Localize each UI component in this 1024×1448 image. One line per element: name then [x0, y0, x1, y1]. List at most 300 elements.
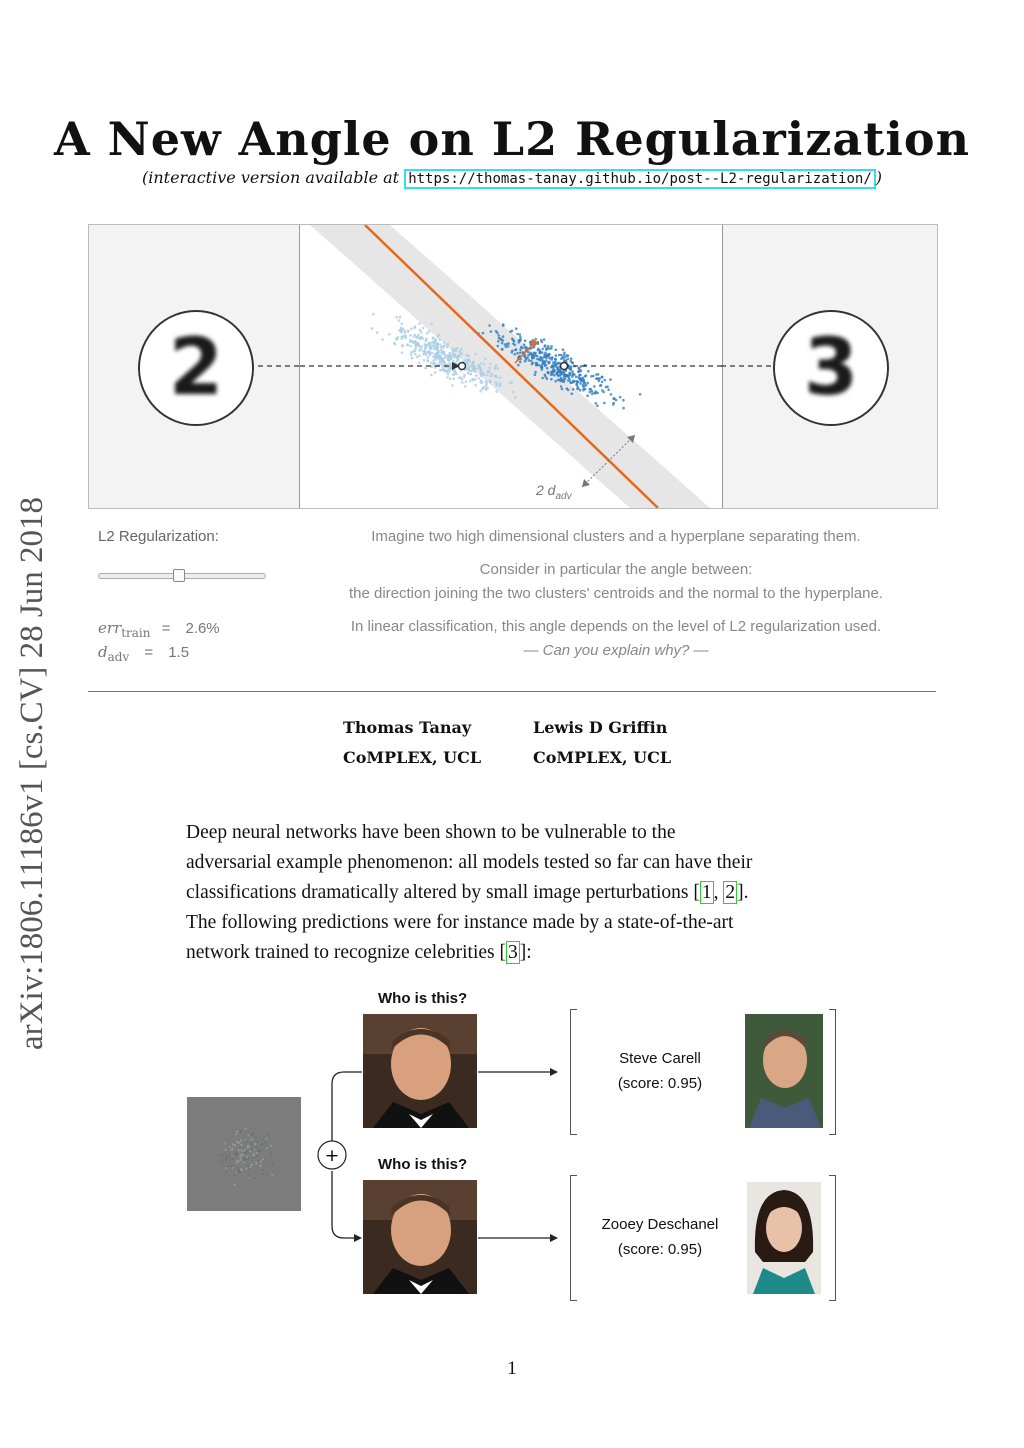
noise-speck [231, 1148, 233, 1150]
cluster-3-point [530, 360, 533, 363]
connector-bottom [332, 1171, 356, 1238]
prediction-bottom [585, 1212, 735, 1262]
noise-speck [243, 1148, 245, 1150]
cluster-2-point [450, 367, 453, 370]
prediction-top [585, 1046, 735, 1096]
noise-speck [262, 1169, 264, 1171]
body-line-3 [186, 878, 846, 908]
cluster-2-point [414, 353, 417, 356]
scatter-area [299, 225, 723, 508]
cluster-3-point [563, 352, 566, 355]
cluster-2-point [403, 330, 406, 333]
noise-speck [242, 1158, 244, 1160]
photo-steve-carell [745, 1014, 823, 1128]
cluster-3-point [497, 334, 500, 337]
cluster-2-point [474, 378, 477, 381]
cluster-2-point [439, 369, 442, 372]
centroid-right [561, 363, 568, 370]
err-train-value: 2.6% [185, 620, 220, 637]
noise-speck [223, 1143, 225, 1145]
cluster-3-point [598, 380, 601, 383]
photo-input-original [363, 1014, 477, 1128]
noise-speck [241, 1169, 243, 1171]
cluster-3-point [519, 339, 522, 342]
cluster-3-point [586, 382, 589, 385]
cluster-3-point [514, 344, 517, 347]
cluster-3-point [595, 377, 598, 380]
cluster-2-point [467, 362, 470, 365]
cluster-3-point [547, 345, 550, 348]
cluster-3-point [554, 380, 557, 383]
cluster-2-point [482, 387, 485, 390]
cluster-2-point [472, 361, 475, 364]
subtitle [0, 168, 1024, 187]
noise-speck [236, 1142, 238, 1144]
err-equals: = [161, 620, 171, 637]
cluster-2-point [442, 366, 445, 369]
photo-input-perturbed [363, 1180, 477, 1294]
caption-line-5: — Can you explain why? — [523, 642, 709, 659]
section-divider [88, 691, 936, 692]
l2-slider-thumb[interactable] [173, 569, 185, 582]
cluster-3-point [564, 356, 567, 359]
paper-title: A New Angle on L2 Regularization [53, 112, 971, 166]
caption-line-3: the direction joining the two clusters' centroids and the normal to the hyperplane. [348, 585, 883, 602]
noise-speck [238, 1169, 240, 1171]
citation-separator: , [713, 882, 724, 903]
cluster-2-point [489, 367, 492, 370]
cluster-2-point [489, 379, 492, 382]
noise-speck [254, 1178, 256, 1180]
cluster-2-point [446, 346, 449, 349]
noise-speck [248, 1175, 250, 1177]
cluster-3-point [591, 393, 594, 396]
cluster-3-point [571, 370, 574, 373]
cluster-3-point [575, 376, 578, 379]
cluster-3-point [516, 333, 519, 336]
cluster-2-point [470, 373, 473, 376]
cluster-3-point [578, 367, 581, 370]
cluster-2-point [434, 371, 437, 374]
cluster-3-point [639, 393, 642, 396]
caption-line-4: In linear classification, this angle depends on the level of L2 regularization used. [350, 618, 882, 635]
cluster-2-point [512, 391, 515, 394]
cluster-3-point [577, 376, 580, 379]
cluster-3-point [567, 354, 570, 357]
cluster-2-point [458, 350, 461, 353]
cluster-2-point [488, 370, 491, 373]
cluster-3-point [601, 389, 604, 392]
cluster-3-point [586, 394, 589, 397]
cluster-3-point [566, 387, 569, 390]
cluster-3-point [544, 355, 547, 358]
cluster-2-point [469, 366, 472, 369]
cluster-2-point [430, 323, 433, 326]
cluster-2-point [410, 351, 413, 354]
cluster-2-point [432, 359, 435, 362]
cluster-2-point [456, 347, 459, 350]
cluster-3-point [502, 323, 505, 326]
cluster-3-point [528, 359, 531, 362]
cluster-2-point [425, 345, 428, 348]
cluster-3-point [550, 347, 553, 350]
cluster-3-point [534, 338, 537, 341]
cluster-2-point [423, 351, 426, 354]
arxiv-stamp: arXiv:1806.11186v1 [cs.CV] 28 Jun 2018 [14, 496, 50, 1050]
cluster-2-point [456, 360, 459, 363]
page-number: 1 [507, 1358, 517, 1379]
cluster-3-point [523, 343, 526, 346]
noise-speck [250, 1134, 252, 1136]
cluster-2-point [426, 332, 429, 335]
noise-speck [224, 1149, 226, 1151]
noise-speck [256, 1155, 258, 1157]
noise-speck [252, 1153, 254, 1155]
cluster-2-point [463, 359, 466, 362]
noise-speck [257, 1150, 259, 1152]
noise-speck [235, 1172, 237, 1174]
noise-speck [250, 1143, 252, 1145]
cluster-3-point [562, 348, 565, 351]
noise-speck [257, 1160, 259, 1162]
subtitle-suffix: ) [875, 168, 883, 187]
arrow-bottom-head [550, 1234, 558, 1242]
cluster-3-point [537, 364, 540, 367]
cluster-2-point [486, 374, 489, 377]
cluster-3-point [593, 385, 596, 388]
cluster-3-point [501, 348, 504, 351]
cluster-3-point [552, 361, 555, 364]
cluster-2-point [429, 346, 432, 349]
cluster-3-point [609, 378, 612, 381]
subtitle-prefix: (interactive version available at [141, 168, 405, 187]
cluster-2-point [436, 354, 439, 357]
interactive-version-link[interactable]: https://thomas-tanay.github.io/post--L2-regularization/ [404, 169, 876, 189]
cluster-3-point [498, 337, 501, 340]
cluster-2-point [448, 370, 451, 373]
cluster-3-point [543, 338, 546, 341]
body-line-5 [186, 938, 846, 968]
body-line-4: The following predictions were for instance made by a state-of-the-art [186, 912, 734, 933]
cluster-3-point [580, 365, 583, 368]
cluster-3-point [488, 324, 491, 327]
digit-3-circle [773, 310, 889, 426]
cluster-3-point [561, 388, 564, 391]
noise-speck [243, 1152, 245, 1154]
cluster-3-point [521, 346, 524, 349]
cluster-3-point [533, 346, 536, 349]
cluster-3-point [545, 360, 548, 363]
cluster-2-point [398, 319, 401, 322]
arrow-top-head [550, 1068, 558, 1076]
cluster-2-point [482, 373, 485, 376]
cluster-2-point [480, 375, 483, 378]
noise-speck [255, 1146, 257, 1148]
cluster-3-point [519, 361, 522, 364]
cluster-3-point [546, 377, 549, 380]
cluster-3-point [553, 369, 556, 372]
cluster-3-point [612, 397, 615, 400]
cluster-2-point [419, 337, 422, 340]
body-line-3-text: classifications dramatically altered by small image perturbations [ [186, 882, 700, 903]
cluster-3-point [572, 373, 575, 376]
cluster-3-point [562, 379, 565, 382]
cluster-2-point [376, 331, 379, 334]
cluster-3-point [531, 357, 534, 360]
cluster-3-point [515, 327, 518, 330]
cluster-2-point [499, 382, 502, 385]
cluster-2-point [479, 390, 482, 393]
cluster-3-point [550, 378, 553, 381]
cluster-2-point [433, 342, 436, 345]
citation-3[interactable]: 3 [507, 942, 518, 963]
cluster-3-point [605, 386, 608, 389]
cluster-2-point [469, 380, 472, 383]
cluster-3-point [525, 357, 528, 360]
noise-speck [255, 1163, 257, 1165]
cluster-2-point [420, 348, 423, 351]
cluster-3-point [569, 380, 572, 383]
cluster-2-point [397, 336, 400, 339]
cluster-3-point [543, 345, 546, 348]
cluster-2-point [428, 342, 431, 345]
cluster-3-point [570, 357, 573, 360]
noise-speck [252, 1148, 254, 1150]
scatter-plot [300, 225, 722, 508]
cluster-3-point [548, 357, 551, 360]
noise-speck [226, 1156, 228, 1158]
noise-speck [225, 1167, 227, 1169]
noise-speck [261, 1143, 263, 1145]
prediction-top-score: (score: 0.95) [617, 1075, 703, 1092]
author-2-affiliation: CoMPLEX, UCL [533, 748, 672, 767]
cluster-3-point [497, 340, 500, 343]
cluster-2-point [418, 323, 421, 326]
cluster-2-point [446, 376, 449, 379]
cluster-2-point [423, 359, 426, 362]
prediction-bottom-bracket-left [570, 1175, 577, 1301]
cluster-2-point [430, 374, 433, 377]
noise-speck [234, 1173, 236, 1175]
prediction-top-bracket-right [829, 1009, 836, 1135]
noise-speck [255, 1136, 257, 1138]
cluster-3-point [547, 372, 550, 375]
cluster-2-point [413, 335, 416, 338]
cluster-3-point [527, 354, 530, 357]
cluster-2-point [428, 330, 431, 333]
noise-speck [234, 1167, 236, 1169]
cluster-2-point [441, 345, 444, 348]
noise-speck [241, 1144, 243, 1146]
cluster-3-point [601, 376, 604, 379]
cluster-3-point [546, 367, 549, 370]
cluster-2-point [467, 355, 470, 358]
cluster-2-point [417, 334, 420, 337]
cluster-2-point [495, 390, 498, 393]
cluster-3-point [519, 336, 522, 339]
cluster-3-point [573, 380, 576, 383]
cluster-2-point [451, 351, 454, 354]
margin-label: 2 $d_{adv}$ [536, 482, 572, 502]
cluster-2-point [401, 335, 404, 338]
cluster-2-point [413, 326, 416, 329]
body-line-5-end: ]: [519, 942, 532, 963]
noise-speck [252, 1157, 254, 1159]
cluster-3-point [534, 353, 537, 356]
cluster-2-point [439, 338, 442, 341]
noise-speck [257, 1141, 259, 1143]
cluster-2-point [439, 354, 442, 357]
noise-speck [250, 1159, 252, 1161]
cluster-2-point [415, 343, 418, 346]
cluster-3-point [544, 374, 547, 377]
cluster-2-point [418, 354, 421, 357]
cluster-2-point [499, 376, 502, 379]
cluster-2-point [411, 357, 414, 360]
noise-speck [267, 1135, 269, 1137]
plus-sign: + [324, 1146, 340, 1166]
cluster-3-point [545, 364, 548, 367]
dadv-subscript: adv [107, 650, 130, 665]
noise-speck [247, 1145, 249, 1147]
cluster-2-point [425, 340, 428, 343]
cluster-2-point [485, 383, 488, 386]
noise-speck [260, 1165, 262, 1167]
prediction-top-bracket-left [570, 1009, 577, 1135]
cluster-2-point [424, 367, 427, 370]
cluster-3-point [539, 356, 542, 359]
body-line-1: Deep neural networks have been shown to be vulnerable to the [186, 822, 676, 843]
cluster-2-point [398, 329, 401, 332]
cluster-3-point [559, 380, 562, 383]
cluster-3-point [604, 379, 607, 382]
cluster-2-point [431, 352, 434, 355]
citation-2[interactable]: 2 [725, 882, 736, 903]
cluster-2-point [451, 384, 454, 387]
cluster-2-point [451, 348, 454, 351]
noise-speck [248, 1164, 250, 1166]
cluster-2-point [464, 385, 467, 388]
err-train-readout [98, 618, 220, 640]
cluster-2-point [401, 351, 404, 354]
cluster-2-point [449, 378, 452, 381]
cluster-2-point [409, 334, 412, 337]
noise-speck [229, 1155, 231, 1157]
cluster-3-point [535, 362, 538, 365]
cluster-3-point [565, 359, 568, 362]
question-bottom: Who is this? [378, 1156, 468, 1173]
body-line-2: adversarial example phenomenon: all models tested so far can have their [186, 852, 753, 873]
cluster-3-point [622, 407, 625, 410]
cluster-2-point [495, 384, 498, 387]
cluster-3-point [519, 348, 522, 351]
cluster-3-point [570, 365, 573, 368]
cluster-2-point [494, 368, 497, 371]
body-line-3-end: ]. [737, 882, 749, 903]
cluster-3-point [556, 371, 559, 374]
noise-speck [225, 1158, 227, 1160]
cluster-2-point [432, 336, 435, 339]
cluster-3-point [587, 370, 590, 373]
cluster-2-point [483, 363, 486, 366]
cluster-3-point [545, 347, 548, 350]
cluster-2-point [477, 377, 480, 380]
cluster-2-point [439, 343, 442, 346]
cluster-3-point [598, 377, 601, 380]
cluster-3-point [515, 348, 518, 351]
cluster-2-point [454, 354, 457, 357]
noise-speck [243, 1161, 245, 1163]
noise-speck [259, 1150, 261, 1152]
cluster-3-point [531, 355, 534, 358]
cluster-3-point [516, 352, 519, 355]
citation-1[interactable]: 1 [701, 882, 712, 903]
noise-speck [272, 1164, 274, 1166]
digit-3-glyph: 3 [777, 314, 885, 422]
cluster-2-point [480, 369, 483, 372]
noise-speck [221, 1154, 223, 1156]
caption-line-2: Consider in particular the angle between: [479, 561, 753, 578]
cluster-2-point [381, 338, 384, 341]
noise-speck [236, 1162, 238, 1164]
cluster-2-point [371, 327, 374, 330]
noise-speck [262, 1173, 264, 1175]
cluster-2-point [447, 343, 450, 346]
cluster-3-point [541, 367, 544, 370]
cluster-3-point [612, 402, 615, 405]
cluster-3-point [519, 333, 522, 336]
cluster-3-point [578, 371, 581, 374]
cluster-3-point [575, 384, 578, 387]
cluster-2-point [475, 374, 478, 377]
cluster-3-point [610, 393, 613, 396]
cluster-2-point [511, 381, 514, 384]
cluster-3-point [577, 387, 580, 390]
cluster-3-point [563, 376, 566, 379]
l2-regularization-label: L2 Regularization: [98, 528, 219, 545]
cluster-3-point [536, 355, 539, 358]
photo-zooey-deschanel [747, 1182, 821, 1296]
noise-speck [240, 1140, 242, 1142]
noise-speck [245, 1168, 247, 1170]
noise-speck [266, 1138, 268, 1140]
cluster-3-point [519, 351, 522, 354]
normal-vector-head [531, 340, 537, 346]
cluster-2-point [427, 359, 430, 362]
cluster-3-point [502, 335, 505, 338]
cluster-3-point [534, 371, 537, 374]
noise-speck [236, 1151, 238, 1153]
author-1-name: Thomas Tanay [343, 718, 472, 737]
noise-speck [231, 1165, 233, 1167]
cluster-2-point [372, 313, 375, 316]
cluster-2-point [414, 350, 417, 353]
connector-top [332, 1072, 362, 1143]
noise-speck [245, 1128, 247, 1130]
cluster-3-point [504, 343, 507, 346]
cluster-2-point [396, 338, 399, 341]
cluster-2-point [448, 352, 451, 355]
noise-speck [271, 1153, 273, 1155]
cluster-2-point [437, 335, 440, 338]
cluster-2-point [447, 358, 450, 361]
dadv-symbol: d [98, 643, 108, 661]
cluster-3-point [559, 374, 562, 377]
noise-speck [237, 1171, 239, 1173]
noise-speck [253, 1133, 255, 1135]
cluster-2-point [457, 355, 460, 358]
cluster-3-point [585, 374, 588, 377]
